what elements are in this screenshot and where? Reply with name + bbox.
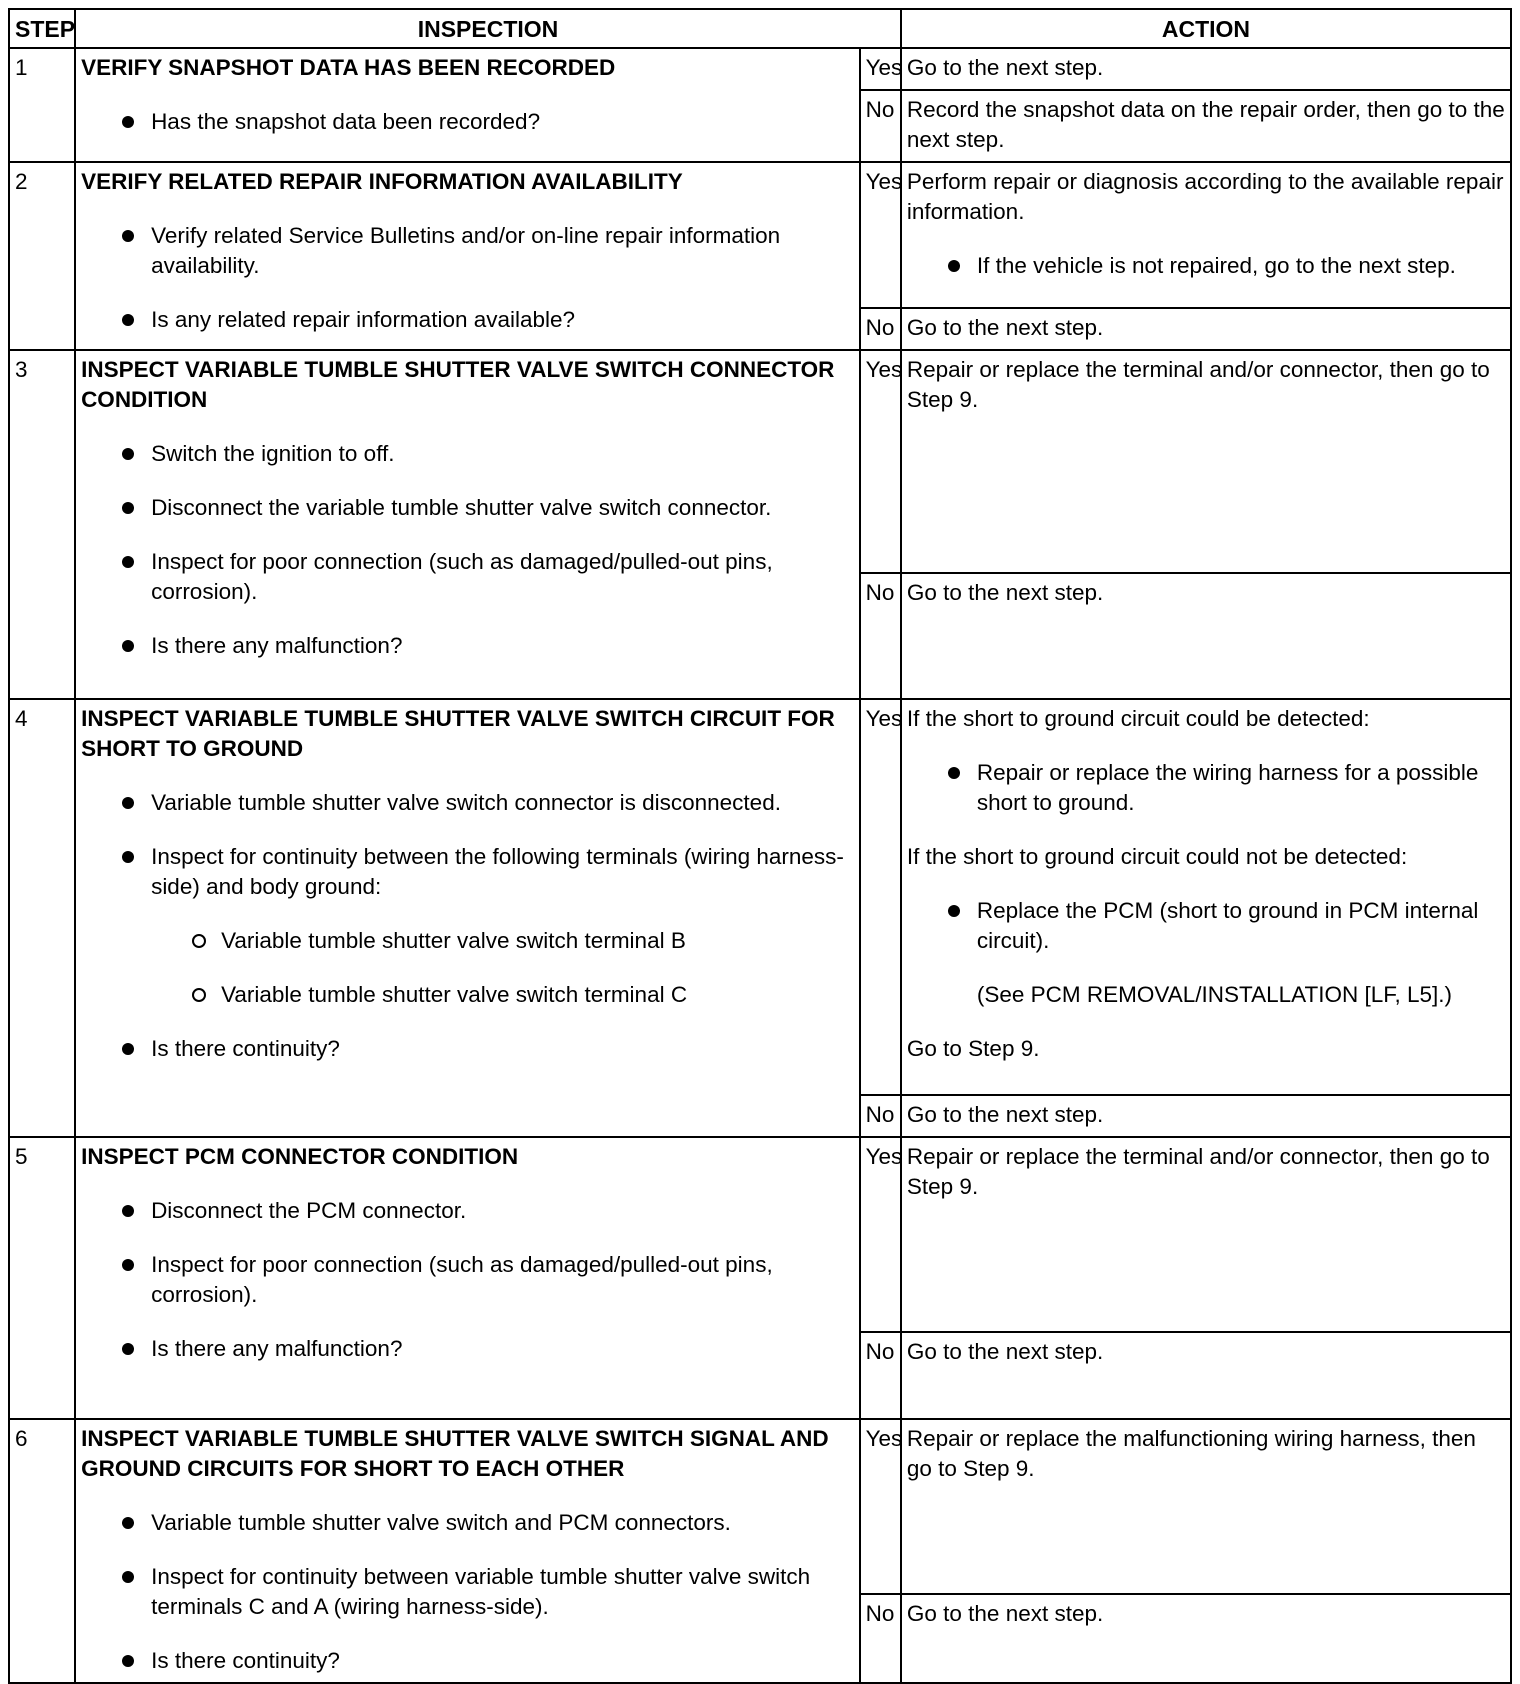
bullet-item: Is any related repair information available? xyxy=(151,305,854,335)
step-5-title: INSPECT PCM CONNECTOR CONDITION xyxy=(81,1144,519,1169)
step-4-title: INSPECT VARIABLE TUMBLE SHUTTER VALVE SWITCH CIRCUIT FOR SHORT TO GROUND xyxy=(81,706,835,761)
step-5-yes-action: Repair or replace the terminal and/or connector, then go to Step 9. xyxy=(901,1137,1511,1332)
no-label: No xyxy=(860,573,901,699)
step-1-yes-row xyxy=(9,48,1511,90)
step-column-header: STEP xyxy=(9,9,75,48)
diagnostic-procedure-table xyxy=(8,8,1512,1684)
step-2-title: VERIFY RELATED REPAIR INFORMATION AVAILABILITY xyxy=(81,169,683,194)
bullet-item: Is there any malfunction? xyxy=(151,631,854,661)
step-number: 4 xyxy=(9,699,75,1137)
step-3-no-action: Go to the next step. xyxy=(901,573,1511,699)
step-1-inspection xyxy=(75,48,860,162)
action-text: Go to Step 9. xyxy=(906,1036,1040,1061)
bullet-text: Inspect for continuity between the following terminals (wiring harness-side) and body ground: xyxy=(151,844,844,899)
step-6-bullet-list xyxy=(81,1508,854,1676)
bullet-item: Disconnect the variable tumble shutter valve switch connector. xyxy=(151,493,854,523)
no-label: No xyxy=(860,1095,901,1137)
yes-label: Yes xyxy=(860,162,901,308)
no-label: No xyxy=(860,308,901,350)
bullet-item: Disconnect the PCM connector. xyxy=(151,1196,854,1226)
step-1-bullet-list xyxy=(81,107,854,137)
step-number: 6 xyxy=(9,1419,75,1683)
action-bullet-list xyxy=(907,896,1505,1010)
step-2-inspection xyxy=(75,162,860,350)
bullet-item: Inspect for continuity between variable tumble shutter valve switch terminals C and A (wiring harness-side). xyxy=(151,1562,854,1622)
step-4-bullet-list xyxy=(81,788,854,1064)
bullet-item: Inspect for poor connection (such as damaged/pulled-out pins, corrosion). xyxy=(151,547,854,607)
bullet-item xyxy=(151,842,854,1010)
step-5-inspection xyxy=(75,1137,860,1419)
step-2-yes-action xyxy=(901,162,1511,308)
step-3-title: INSPECT VARIABLE TUMBLE SHUTTER VALVE SWITCH CONNECTOR CONDITION xyxy=(81,357,835,412)
bullet-item: Is there any malfunction? xyxy=(151,1334,854,1364)
step-6-yes-row xyxy=(9,1419,1511,1594)
action-text: If the short to ground circuit could be detected: xyxy=(906,706,1370,731)
no-label: No xyxy=(860,1332,901,1419)
step-2-no-action: Go to the next step. xyxy=(901,308,1511,350)
bullet-item: Is there continuity? xyxy=(151,1646,854,1676)
step-4-yes-row xyxy=(9,699,1511,1095)
yes-label: Yes xyxy=(860,48,901,90)
step-5-yes-row xyxy=(9,1137,1511,1332)
bullet-item: Verify related Service Bulletins and/or on-line repair information availability. xyxy=(151,221,854,281)
bullet-text: Replace the PCM (short to ground in PCM internal circuit). xyxy=(976,898,1479,953)
action-bullet-list xyxy=(907,758,1505,818)
step-3-yes-row xyxy=(9,350,1511,573)
step-4-inspection xyxy=(75,699,860,1137)
action-bullet-list xyxy=(907,251,1505,281)
no-label: No xyxy=(860,90,901,162)
bullet-item: If the vehicle is not repaired, go to the next step. xyxy=(977,251,1505,281)
yes-label: Yes xyxy=(860,350,901,573)
yes-label: Yes xyxy=(860,1137,901,1332)
bullet-item: Switch the ignition to off. xyxy=(151,439,854,469)
bullet-item: Has the snapshot data been recorded? xyxy=(151,107,854,137)
action-text: Perform repair or diagnosis according to the available repair information. xyxy=(906,169,1504,224)
step-2-bullet-list xyxy=(81,221,854,335)
no-label: No xyxy=(860,1594,901,1683)
step-number: 1 xyxy=(9,48,75,162)
step-3-yes-action: Repair or replace the terminal and/or connector, then go to Step 9. xyxy=(901,350,1511,573)
yes-label: Yes xyxy=(860,1419,901,1594)
step-1-yes-action: Go to the next step. xyxy=(901,48,1511,90)
step-4-yes-action xyxy=(901,699,1511,1095)
step-6-title: INSPECT VARIABLE TUMBLE SHUTTER VALVE SWITCH SIGNAL AND GROUND CIRCUITS FOR SHORT TO EACH OTHER xyxy=(81,1426,829,1481)
bullet-item: Variable tumble shutter valve switch connector is disconnected. xyxy=(151,788,854,818)
bullet-item xyxy=(977,896,1505,1010)
step-3-inspection xyxy=(75,350,860,699)
bullet-item: Inspect for poor connection (such as damaged/pulled-out pins, corrosion). xyxy=(151,1250,854,1310)
step-3-bullet-list xyxy=(81,439,854,661)
step-5-no-action: Go to the next step. xyxy=(901,1332,1511,1419)
step-2-yes-row xyxy=(9,162,1511,308)
table-header-row xyxy=(9,9,1511,48)
reference-text: (See PCM REMOVAL/INSTALLATION [LF, L5].) xyxy=(976,982,1453,1007)
step-1-no-action: Record the snapshot data on the repair order, then go to the next step. xyxy=(901,90,1511,162)
bullet-item: Repair or replace the wiring harness for a possible short to ground. xyxy=(977,758,1505,818)
yes-label: Yes xyxy=(860,699,901,1095)
step-number: 2 xyxy=(9,162,75,350)
step-6-inspection xyxy=(75,1419,860,1683)
action-column-header: ACTION xyxy=(901,9,1511,48)
sub-bullet-item: Variable tumble shutter valve switch terminal C xyxy=(221,980,854,1010)
step-6-yes-action: Repair or replace the malfunctioning wiring harness, then go to Step 9. xyxy=(901,1419,1511,1594)
bullet-item: Variable tumble shutter valve switch and PCM connectors. xyxy=(151,1508,854,1538)
step-1-title: VERIFY SNAPSHOT DATA HAS BEEN RECORDED xyxy=(81,55,616,80)
step-4-no-action: Go to the next step. xyxy=(901,1095,1511,1137)
inspection-column-header: INSPECTION xyxy=(75,9,901,48)
step-6-no-action: Go to the next step. xyxy=(901,1594,1511,1683)
bullet-item: Is there continuity? xyxy=(151,1034,854,1064)
step-number: 3 xyxy=(9,350,75,699)
step-5-bullet-list xyxy=(81,1196,854,1364)
action-text: If the short to ground circuit could not be detected: xyxy=(906,844,1408,869)
sub-bullet-item: Variable tumble shutter valve switch terminal B xyxy=(221,926,854,956)
sub-bullet-list xyxy=(151,926,854,1010)
step-number: 5 xyxy=(9,1137,75,1419)
